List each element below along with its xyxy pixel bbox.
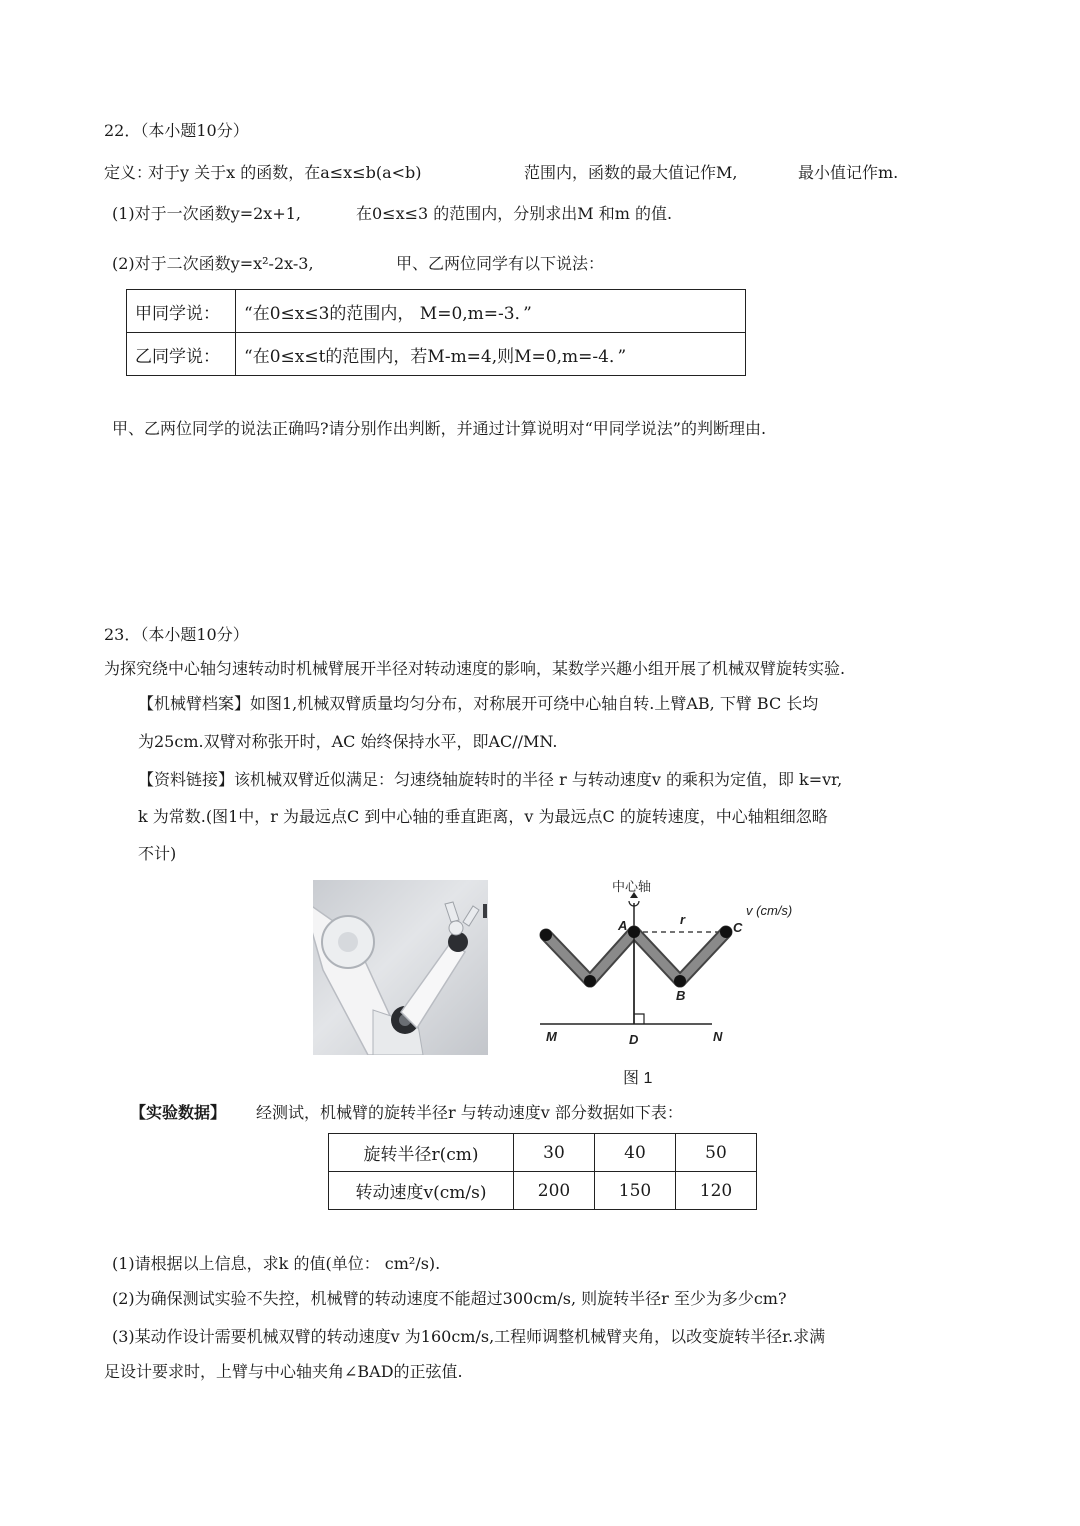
q22-statement-text: “在0≤x≤t的范围内，若M-m=4,则M=0,m=-4．” (236, 333, 746, 376)
q23-link-line2: k 为常数.(图1中，r 为最远点C 到中心轴的垂直距离，v 为最远点C 的旋转速度，中心轴粗细忽略 (138, 807, 828, 826)
q22-part1-a: (1)对于一次函数y=2x+1, (112, 204, 301, 223)
q23-data-label: 【实验数据】 (130, 1103, 227, 1122)
label-axis: 中心轴 (612, 879, 652, 894)
table-cell: 150 (595, 1172, 676, 1210)
table-cell: 30 (514, 1134, 595, 1172)
q22-part1-b: 在0≤x≤3 的范围内，分别求出M 和m 的值. (356, 204, 673, 223)
q22-statement-text: “在0≤x≤3的范围内， M=0,m=-3．” (236, 290, 746, 333)
label-d: D (629, 1032, 639, 1047)
robot-arm-photo (313, 880, 488, 1055)
q22-question: 甲、乙两位同学的说法正确吗?请分别作出判断，并通过计算说明对“甲同学说法”的判断理由. (112, 419, 767, 438)
q23-header: 23．（本小题10分） (104, 625, 249, 644)
q22-definition-text-b: 范围内，函数的最大值记作M, (524, 163, 738, 182)
q22-definition-text-a: 对于y 关于x 的函数，在a≤x≤b(a<b) (148, 163, 422, 182)
label-v: v (cm/s) (746, 903, 793, 918)
joint-a (628, 926, 640, 938)
table-header-radius: 旋转半径r(cm) (329, 1134, 514, 1172)
q23-archive-line2: 为25cm.双臂对称张开时，AC 始终保持水平，即AC//MN. (138, 732, 558, 751)
joint-c (720, 926, 732, 938)
q22-statement-table (126, 289, 746, 376)
robot-arm-drawing (313, 880, 488, 1055)
right-angle-mark (634, 1014, 644, 1024)
q22-definition-label: 定义： (104, 163, 153, 182)
label-b: B (676, 988, 686, 1003)
figure-caption: 图 1 (623, 1070, 653, 1087)
q23-link-line1: 【资料链接】该机械双臂近似满足：匀速绕轴旋转时的半径 r 与转动速度v 的乘积为定值，即 k=vr, (138, 770, 843, 789)
table-row (329, 1134, 757, 1172)
q22-part2-a: (2)对于二次函数y=x²-2x-3, (112, 254, 314, 273)
q23-intro: 为探究绕中心轴匀速转动时机械臂展开半径对转动速度的影响，某数学兴趣小组开展了机械双臂旋转实验. (104, 659, 846, 678)
q23-data-text: 经测试，机械臂的旋转半径r 与转动速度v 部分数据如下表： (256, 1103, 683, 1122)
label-c: C (733, 920, 743, 935)
label-r: r (680, 912, 686, 927)
q23-sub1: (1)请根据以上信息，求k 的值(单位： cm²/s). (112, 1254, 441, 1273)
table-cell: 40 (595, 1134, 676, 1172)
q22-statement-label: 甲同学说： (127, 290, 236, 333)
q22-statement-row-yi (127, 333, 746, 376)
label-m: M (546, 1029, 557, 1044)
joint-b (674, 975, 686, 987)
q23-link-line3: 不计) (138, 844, 177, 863)
table-cell: 50 (676, 1134, 757, 1172)
experiment-data-table (328, 1133, 757, 1210)
q22-part2-b: 甲、乙两位同学有以下说法： (396, 254, 605, 273)
figure-1-diagram (530, 875, 810, 1055)
q22-definition-text-c: 最小值记作m. (798, 163, 899, 182)
q22-statement-row-jia (127, 290, 746, 333)
q22-header: 22．（本小题10分） (104, 121, 249, 140)
table-cell: 120 (676, 1172, 757, 1210)
q23-sub3-line1: (3)某动作设计需要机械双臂的转动速度v 为160cm/s,工程师调整机械臂夹角，以改变旋转半径r.求满 (112, 1327, 826, 1346)
q23-sub2: (2)为确保测试实验不失控，机械臂的转动速度不能超过300cm/s, 则旋转半径r 至少为多少cm? (112, 1289, 787, 1308)
q23-archive-line1: 【机械臂档案】如图1,机械双臂质量均匀分布，对称展开可绕中心轴自转.上臂AB, 下臂 BC 长均 (138, 694, 819, 713)
q23-sub3-line2: 足设计要求时，上臂与中心轴夹角∠BAD的正弦值. (104, 1362, 463, 1381)
joint-left-elbow (584, 975, 596, 987)
table-row (329, 1172, 757, 1210)
table-cell: 200 (514, 1172, 595, 1210)
q22-statement-label: 乙同学说： (127, 333, 236, 376)
table-header-speed: 转动速度v(cm/s) (329, 1172, 514, 1210)
label-n: N (713, 1029, 723, 1044)
label-a: A (618, 918, 628, 933)
joint-left-end (540, 929, 552, 941)
